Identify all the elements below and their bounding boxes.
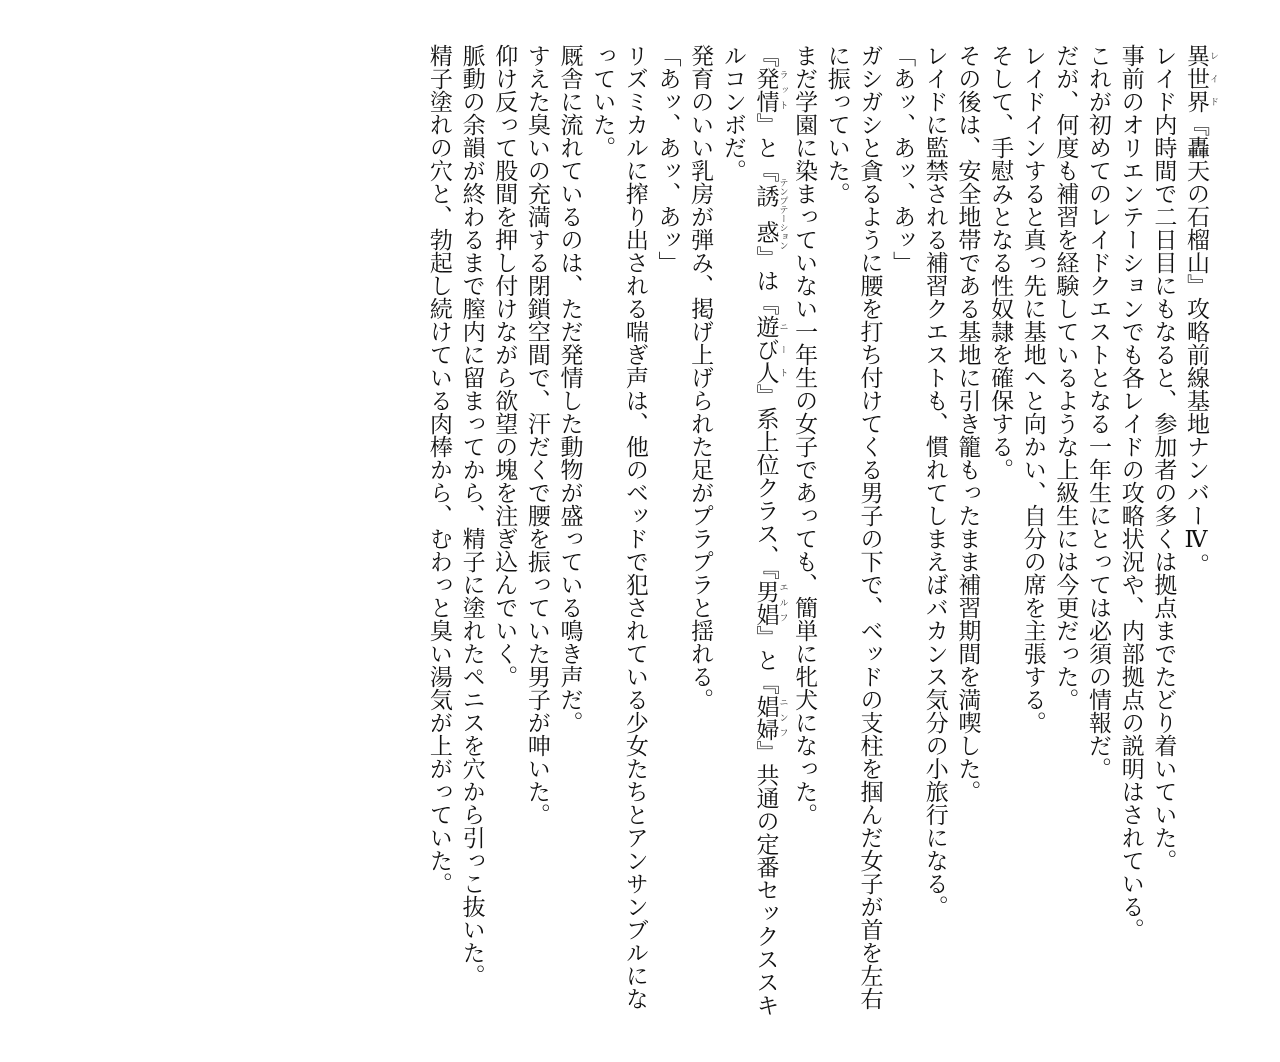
text-line-15: 「あッ、あッ、あッ」 — [654, 44, 681, 274]
text-seg-b: 』は『 — [752, 246, 779, 315]
text-line-13 — [716, 44, 787, 1024]
text-line-7: そして、手慰みとなる性奴隷を確保する。 — [987, 44, 1014, 481]
ruby-asobinin — [752, 315, 788, 384]
text-line-6: レイドインすると真っ先に基地へと向かい、自分の席を主張する。 — [1019, 44, 1046, 734]
text-line-17: 厩舎に流れているのは、ただ発情した動物が盛っている鳴き声だ。 — [556, 44, 583, 734]
text-line-12: まだ学園に染まっていない一年生の女子であっても、簡単に牝犬になった。 — [791, 44, 818, 826]
vertical-text-block — [422, 44, 1218, 1024]
text-line-10: 「あッ、あッ、あッ」 — [889, 44, 916, 274]
ruby-text-raid: レイド — [1208, 44, 1218, 113]
ruby-text-elf: エルフ — [777, 579, 788, 626]
text-seg-c: 』系上位クラス、『 — [752, 384, 779, 580]
text-line-2: レイド内時間で二日目にもなると、参加者の多くは拠点までたどり着いていた。 — [1150, 44, 1177, 872]
text-line-1 — [1179, 44, 1218, 1024]
text-line-14: 発育のいい乳房が弾み、掲げ上げられた足がプラプラと揺れる。 — [687, 44, 714, 711]
text-line-16: リズミカルに搾り出される喘ぎ声は、他のベッドで犯されている少女たちとアンサンブルになっていた。 — [589, 44, 648, 1010]
word-dansho: 男娼 — [752, 579, 779, 626]
word-hatsujo: 発情 — [752, 67, 779, 113]
text-line-20: 脈動の余韻が終わるまで膣内に留まってから、精子に塗れたペニスを穴から引っこ抜いた。 — [458, 44, 485, 987]
text-line-5: だが、何度も補習を経験しているような上級生には今更だった。 — [1052, 44, 1079, 711]
ruby-hatsujo — [752, 67, 788, 113]
text-line-1-rest: 『轟天の石榴山』攻略前線基地ナンバーⅣ。 — [1183, 113, 1209, 576]
word-shofu: 娼婦 — [752, 694, 779, 741]
text-line-19: 仰け反って股間を押し付けながら欲望の塊を注ぎ込んでいく。 — [491, 44, 518, 688]
ruby-dansho — [752, 579, 788, 626]
quote-open-1: 『 — [752, 44, 779, 67]
ruby-text-neet: ニート — [777, 315, 788, 384]
text-line-4: これが初めてのレイドクエストとなる一年生にとっては必須の情報だ。 — [1085, 44, 1112, 780]
text-line-21: 精子塗れの穴と、勃起し続けている肉棒から、むわっと臭い湯気が上がっていた。 — [425, 44, 452, 895]
text-line-3: 事前のオリエンテーションでも各レイドの攻略状況や、内部拠点の説明はされている。 — [1117, 44, 1144, 941]
text-line-11: ガシガシと貪るように腰を打ち付けてくる男子の下で、ベッドの支柱を掴んだ女子が首を左右に振っていた。 — [823, 44, 883, 1010]
ruby-text-nymph: ニンフ — [777, 694, 788, 741]
text-seg-d: 』と『 — [752, 625, 779, 695]
text-line-18: すえた臭いの充満する閉鎖空間で、汗だくで腰を振っていた男子が呻いた。 — [523, 44, 550, 826]
text-seg-a: 』と『 — [752, 113, 779, 182]
ruby-text-temptation: テンプテーション — [777, 178, 788, 250]
word-isekai: 異世界 — [1183, 44, 1209, 113]
text-seg-e: 』共通の定番セックススキルコンボだ。 — [719, 44, 779, 1017]
ruby-shofu — [752, 694, 788, 741]
ruby-isekai — [1183, 44, 1218, 113]
ruby-text-rut: ラット — [777, 67, 788, 113]
text-line-9: レイドに監禁される補習クエストも、慣れてしまえばバカンス気分の小旅行になる。 — [921, 44, 948, 918]
word-asobinin: 遊び人 — [752, 315, 779, 384]
word-yuwaku: 誘惑 — [752, 178, 779, 250]
ruby-yuwaku — [752, 178, 788, 250]
text-line-8: その後は、安全地帯である基地に引き籠もったまま補習期間を満喫した。 — [954, 44, 981, 803]
